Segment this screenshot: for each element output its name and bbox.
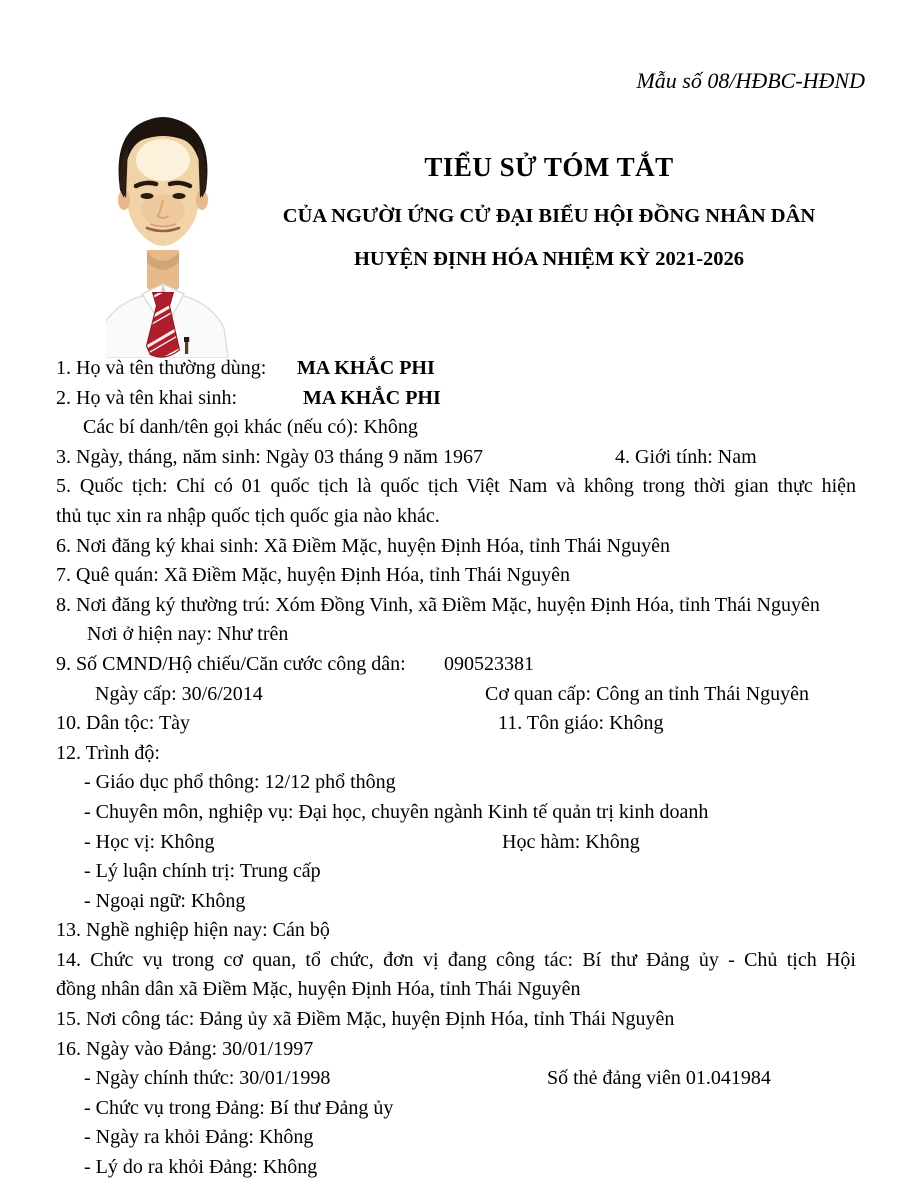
field-party-official-row [56,1064,856,1094]
field-party-leave-date: - Ngày ra khỏi Đảng: Không [84,1126,314,1149]
field-current-residence: Nơi ở hiện nay: Như trên [87,623,289,646]
field-common-name-label: 1. Họ và tên thường dùng: [56,357,267,379]
page-title: TIỂU SỬ TÓM TẮT [424,152,674,182]
field-position-line2: đồng nhân dân xã Điềm Mặc, huyện Định Hóa, tỉnh Thái Nguyên [56,978,581,1001]
field-common-name-value: MA KHẮC PHI [297,357,435,379]
field-ethnicity-row [56,709,856,739]
field-political-theory: - Lý luận chính trị: Trung cấp [84,860,321,883]
field-party-official-date: - Ngày chính thức: 30/01/1998 [84,1067,331,1090]
field-id-number-value: 090523381 [444,652,534,675]
field-permanent-residence: 8. Nơi đăng ký thường trú: Xóm Đồng Vinh, xã Điềm Mặc, huyện Định Hóa, tỉnh Thái Nguyên [56,593,820,616]
field-party-card-number: Số thẻ đảng viên 01.041984 [547,1067,771,1090]
field-academic-degree: - Học vị: Không [84,830,215,853]
field-party-position: - Chức vụ trong Đảng: Bí thư Đảng ủy [84,1096,394,1119]
field-birthdate-row [56,443,856,473]
left-eye [141,193,154,199]
field-id-issuer: Cơ quan cấp: Công an tỉnh Thái Nguyên [485,682,810,705]
field-party-leave-reason: - Lý do ra khỏi Đảng: Không [84,1156,318,1179]
field-birth-name [56,384,856,414]
field-id-number-label: 9. Số CMND/Hộ chiếu/Căn cước công dân: [56,652,406,675]
field-party-join-date: 16. Ngày vào Đảng: 30/01/1997 [56,1037,314,1060]
field-workplace: 15. Nơi công tác: Đảng ủy xã Điềm Mặc, huyện Định Hóa, tỉnh Thái Nguyên [56,1008,675,1031]
field-general-education: - Giáo dục phổ thông: 12/12 phổ thông [84,771,396,794]
field-birth-name-label: 2. Họ và tên khai sinh: [56,386,238,409]
field-birthdate: 3. Ngày, tháng, năm sinh: Ngày 03 tháng 9 năm 1967 [56,445,483,468]
field-id-issue-row [56,680,856,710]
field-alias: Các bí danh/tên gọi khác (nếu có): Không [83,416,418,439]
field-id-number-row [56,650,856,680]
field-common-name [56,354,856,384]
field-birth-name-value: MA KHẮC PHI [303,386,441,409]
field-birth-registration-place: 6. Nơi đăng ký khai sinh: Xã Điềm Mặc, huyện Định Hóa, tỉnh Thái Nguyên [56,534,670,557]
field-professional-education: - Chuyên môn, nghiệp vụ: Đại học, chuyên ngành Kinh tế quản trị kinh doanh [84,800,709,823]
field-education-header: 12. Trình độ: [56,741,160,764]
field-hometown: 7. Quê quán: Xã Điềm Mặc, huyện Định Hóa, tỉnh Thái Nguyên [56,564,570,587]
field-nationality-line2: thủ tục xin ra nhập quốc tịch quốc gia nào khác. [56,504,440,527]
field-nationality-line1: 5. Quốc tịch: Chỉ có 01 quốc tịch là quốc tịch Việt Nam và không trong thời gian thực hiện [56,475,856,498]
field-degree-row [56,828,856,858]
biography-body [56,354,856,1183]
field-religion: 11. Tôn giáo: Không [498,712,664,735]
field-id-issue-date: Ngày cấp: 30/6/2014 [95,682,263,705]
form-number: Mẫu số 08/HĐBC-HĐND [636,68,865,93]
field-academic-title: Học hàm: Không [502,830,640,853]
document-header [240,150,858,281]
page-subtitle-1: CỦA NGƯỜI ỨNG CỬ ĐẠI BIỂU HỘI ĐỒNG NHÂN DÂN [282,205,816,227]
field-foreign-language: - Ngoại ngữ: Không [84,889,246,912]
field-sex: 4. Giới tính: Nam [615,445,757,468]
field-current-occupation: 13. Nghề nghiệp hiện nay: Cán bộ [56,919,330,942]
page-subtitle-2: HUYỆN ĐỊNH HÓA NHIỆM KỲ 2021-2026 [353,248,745,270]
field-position-line1: 14. Chức vụ trong cơ quan, tổ chức, đơn vị đang công tác: Bí thư Đảng ủy - Chủ tịch Hội [56,948,856,971]
right-eye [173,193,186,199]
field-ethnicity: 10. Dân tộc: Tày [56,712,191,735]
